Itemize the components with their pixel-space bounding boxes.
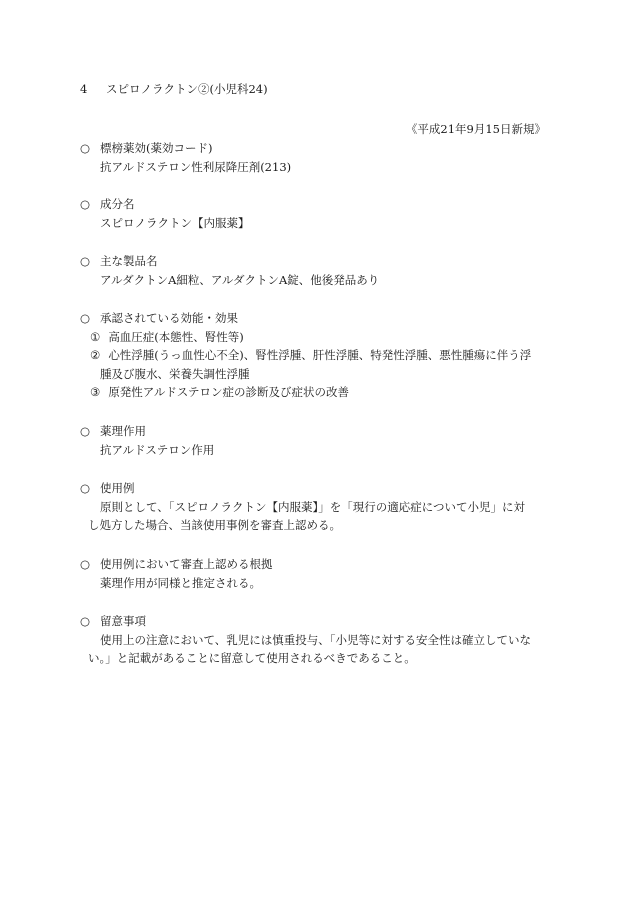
document-title [80, 80, 268, 99]
item-number: ② [90, 348, 101, 363]
revision-date: 《平成21年9月15日新規》 [405, 122, 546, 136]
section-heading [80, 612, 550, 631]
section-heading [80, 195, 550, 214]
circle-bullet: ○ [80, 481, 91, 495]
item-number: ③ [90, 385, 101, 400]
section-heading [80, 555, 550, 574]
heading-text: 承認されている効能・効果 [100, 311, 238, 325]
section-heading [80, 479, 550, 498]
heading-text: 標榜薬効(薬効コード) [100, 141, 213, 155]
section-body-line1: 使用上の注意において、乳児には慎重投与、「小児等に対する安全性は確立していな [100, 632, 532, 647]
section-pharmacology [80, 422, 550, 459]
section-approved-indications [80, 309, 550, 402]
circle-bullet: ○ [80, 614, 91, 628]
section-indication-class [80, 139, 550, 176]
section-body: スピロノラクトン【内服薬】 [100, 215, 250, 230]
circle-bullet: ○ [80, 424, 91, 438]
heading-text: 成分名 [100, 197, 135, 211]
section-products [80, 252, 550, 289]
section-rationale [80, 555, 550, 592]
section-body-line2: し処方した場合、当該使用事例を審査上認める。 [88, 518, 341, 533]
title-text: スピロノラクトン②(小児科24) [106, 82, 268, 96]
title-number: 4 [80, 82, 88, 96]
circle-bullet: ○ [80, 254, 91, 268]
section-precautions [80, 612, 550, 668]
heading-text: 主な製品名 [100, 254, 158, 268]
section-heading [80, 252, 550, 271]
item-text: 高血圧症(本態性、腎性等) [108, 329, 244, 344]
item-text-line2: 腫及び腹水、栄養失調性浮腫 [100, 366, 250, 381]
circle-bullet: ○ [80, 311, 91, 325]
section-heading [80, 309, 550, 328]
section-heading [80, 422, 550, 441]
section-usage-example [80, 479, 550, 535]
section-body: 抗アルドステロン性利尿降圧剤(213) [100, 159, 292, 174]
heading-text: 使用例 [100, 481, 135, 495]
heading-text: 留意事項 [100, 614, 146, 628]
list-item [80, 383, 550, 402]
heading-text: 薬理作用 [100, 424, 146, 438]
item-text: 原発性アルドステロン症の診断及び症状の改善 [108, 385, 350, 400]
section-body: 薬理作用が同様と推定される。 [100, 575, 261, 590]
list-item [80, 328, 550, 347]
section-heading [80, 139, 550, 158]
section-body-line1: 原則として、「スピロノラクトン【内服薬】」を「現行の適応症について小児」に対 [100, 499, 526, 514]
section-body: 抗アルドステロン作用 [100, 442, 215, 457]
section-body-line2: い。」と記載があることに留意して使用されるべきであること。 [88, 651, 416, 666]
circle-bullet: ○ [80, 197, 91, 211]
circle-bullet: ○ [80, 141, 91, 155]
item-text-line1: 心性浮腫(うっ血性心不全)、腎性浮腫、肝性浮腫、特発性浮腫、悪性腫瘍に伴う浮 [108, 348, 532, 363]
section-ingredient [80, 195, 550, 232]
circle-bullet: ○ [80, 557, 91, 571]
item-number: ① [90, 329, 101, 344]
heading-text: 使用例において審査上認める根拠 [100, 557, 273, 571]
section-body: アルダクトンA細粒、アルダクトンA錠、他後発品あり [100, 272, 380, 287]
list-item [80, 346, 550, 383]
